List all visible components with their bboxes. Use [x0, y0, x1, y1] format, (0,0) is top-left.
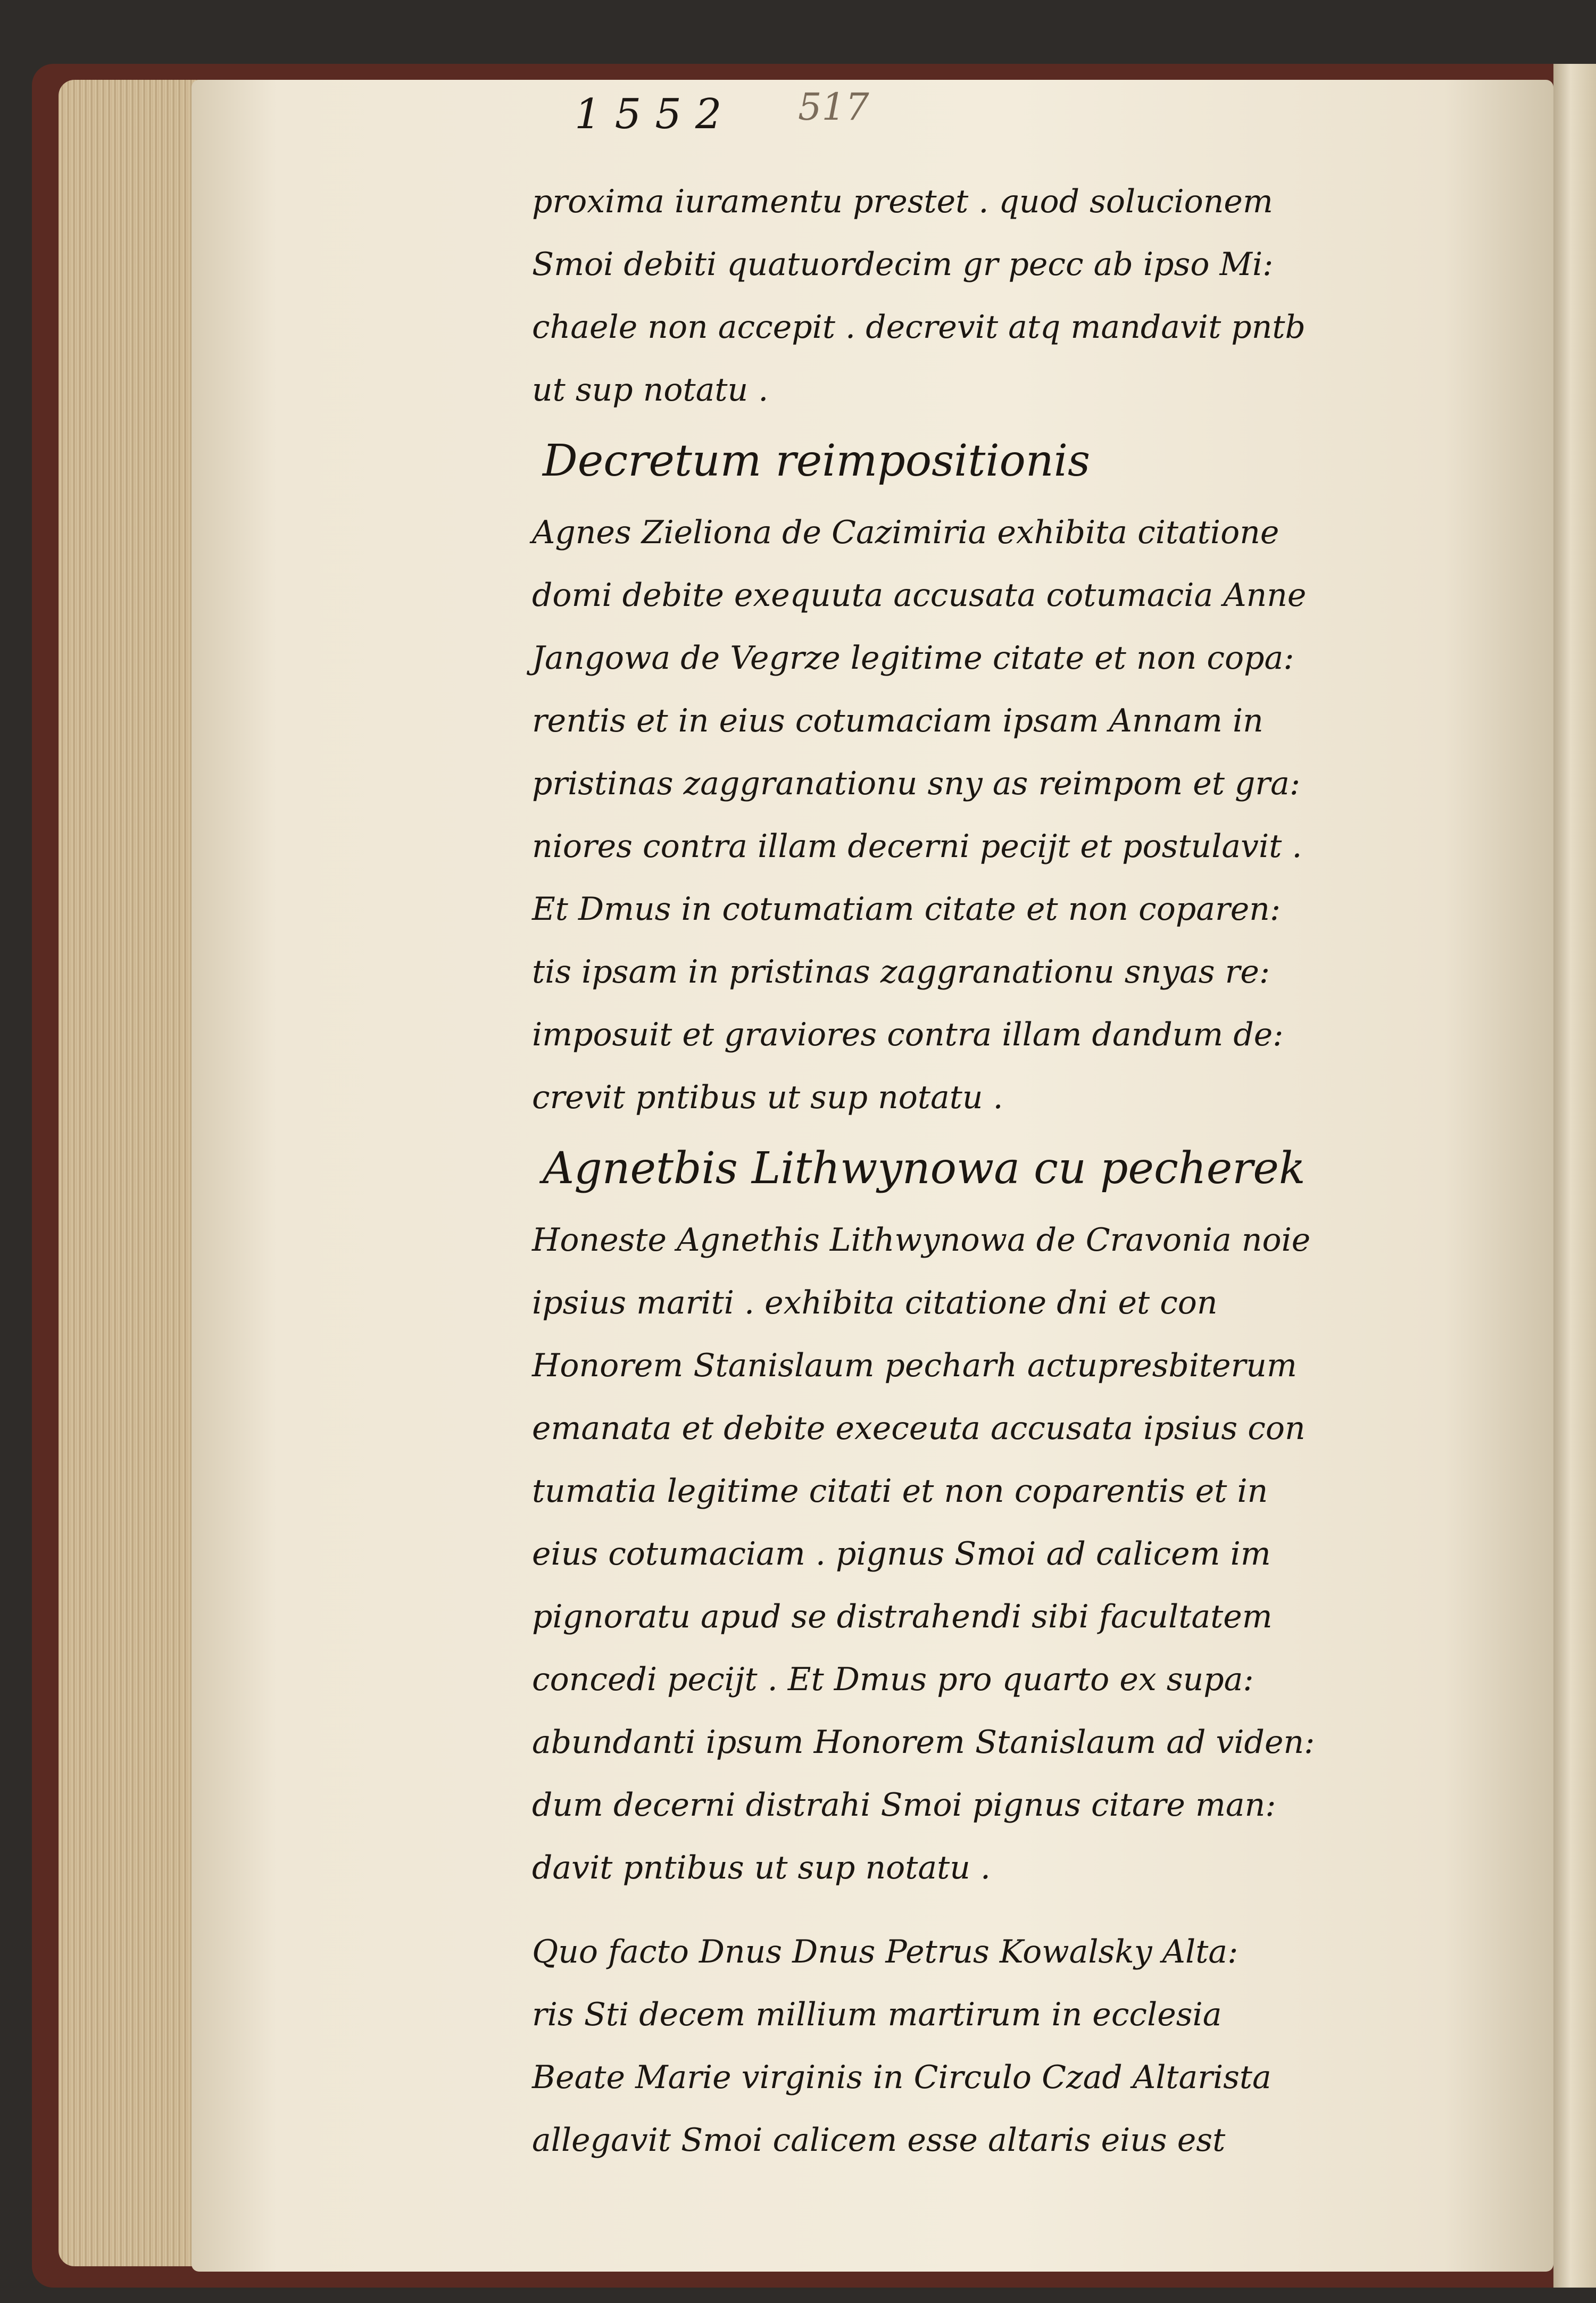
text-line: ipsius mariti . exhibita citatione dni et con: [532, 1284, 1218, 1321]
text-line: allegavit Smoi calicem esse altaris eius est: [532, 2122, 1226, 2159]
text-line: niores contra illam decerni pecijt et postulavit .: [532, 828, 1302, 865]
text-line: rentis et in eius cotumaciam ipsam Annam in: [532, 702, 1264, 739]
page-edges: [59, 80, 213, 2266]
text-line: Quo facto Dnus Dnus Petrus Kowalsky Alta:: [532, 1933, 1238, 1971]
entry-decretum: [532, 421, 1447, 1129]
entry-continuation: [532, 170, 1447, 421]
folio-year: 1552: [575, 90, 736, 138]
manuscript-text: [532, 170, 1447, 2172]
text-line: eius cotumaciam . pignus Smoi ad calicem im: [532, 1535, 1271, 1573]
text-line: Beate Marie virginis in Circulo Czad Altarista: [532, 2059, 1271, 2096]
text-line: Smoi debiti quatuordecim gr pecc ab ipso Mi:: [532, 246, 1274, 283]
text-line: Et Dmus in cotumatiam citate et non coparen:: [532, 891, 1281, 928]
text-line: tumatia legitime citati et non coparentis et in: [532, 1473, 1268, 1510]
text-line: crevit pntibus ut sup notatu .: [532, 1079, 1003, 1116]
text-line: abundanti ipsum Honorem Stanislaum ad viden:: [532, 1724, 1315, 1761]
text-line: pignoratu apud se distrahendi sibi facultatem: [532, 1598, 1273, 1635]
text-line: ris Sti decem millium martirum in ecclesia: [532, 1996, 1222, 2033]
text-line: concedi pecijt . Et Dmus pro quarto ex supa:: [532, 1661, 1254, 1698]
text-line: proxima iuramentu prestet . quod solucionem: [532, 183, 1273, 220]
entry-quo-facto: [532, 1920, 1447, 2172]
text-line: Agnes Zieliona de Cazimiria exhibita citatione: [532, 514, 1279, 551]
facing-page-edge: [1553, 64, 1596, 2288]
text-line: pristinas zaggranationu sny as reimpom et gra:: [532, 765, 1301, 802]
entry-heading: Decretum reimpositionis: [543, 436, 1091, 486]
text-line: dum decerni distrahi Smoi pignus citare man:: [532, 1786, 1276, 1824]
text-line: tis ipsam in pristinas zaggranationu snyas re:: [532, 953, 1270, 991]
text-line: Honorem Stanislaum pecharh actupresbiterum: [532, 1347, 1297, 1384]
text-line: Jangowa de Vegrze legitime citate et non copa:: [532, 639, 1294, 677]
entry-agnethis: [532, 1129, 1447, 1899]
text-line: chaele non accepit . decrevit atq mandavit pntb: [532, 309, 1306, 346]
text-line: emanata et debite execeuta accusata ipsius con: [532, 1410, 1306, 1447]
text-line: imposuit et graviores contra illam dandum de:: [532, 1016, 1284, 1053]
entry-heading: Agnetbis Lithwynowa cu pecherek: [543, 1143, 1306, 1194]
text-line: davit pntibus ut sup notatu .: [532, 1849, 991, 1886]
text-line: Honeste Agnethis Lithwynowa de Cravonia noie: [532, 1221, 1311, 1259]
text-line: ut sup notatu .: [532, 371, 769, 409]
folio-number: 517: [798, 85, 869, 129]
text-line: domi debite exequuta accusata cotumacia Anne: [532, 577, 1307, 614]
